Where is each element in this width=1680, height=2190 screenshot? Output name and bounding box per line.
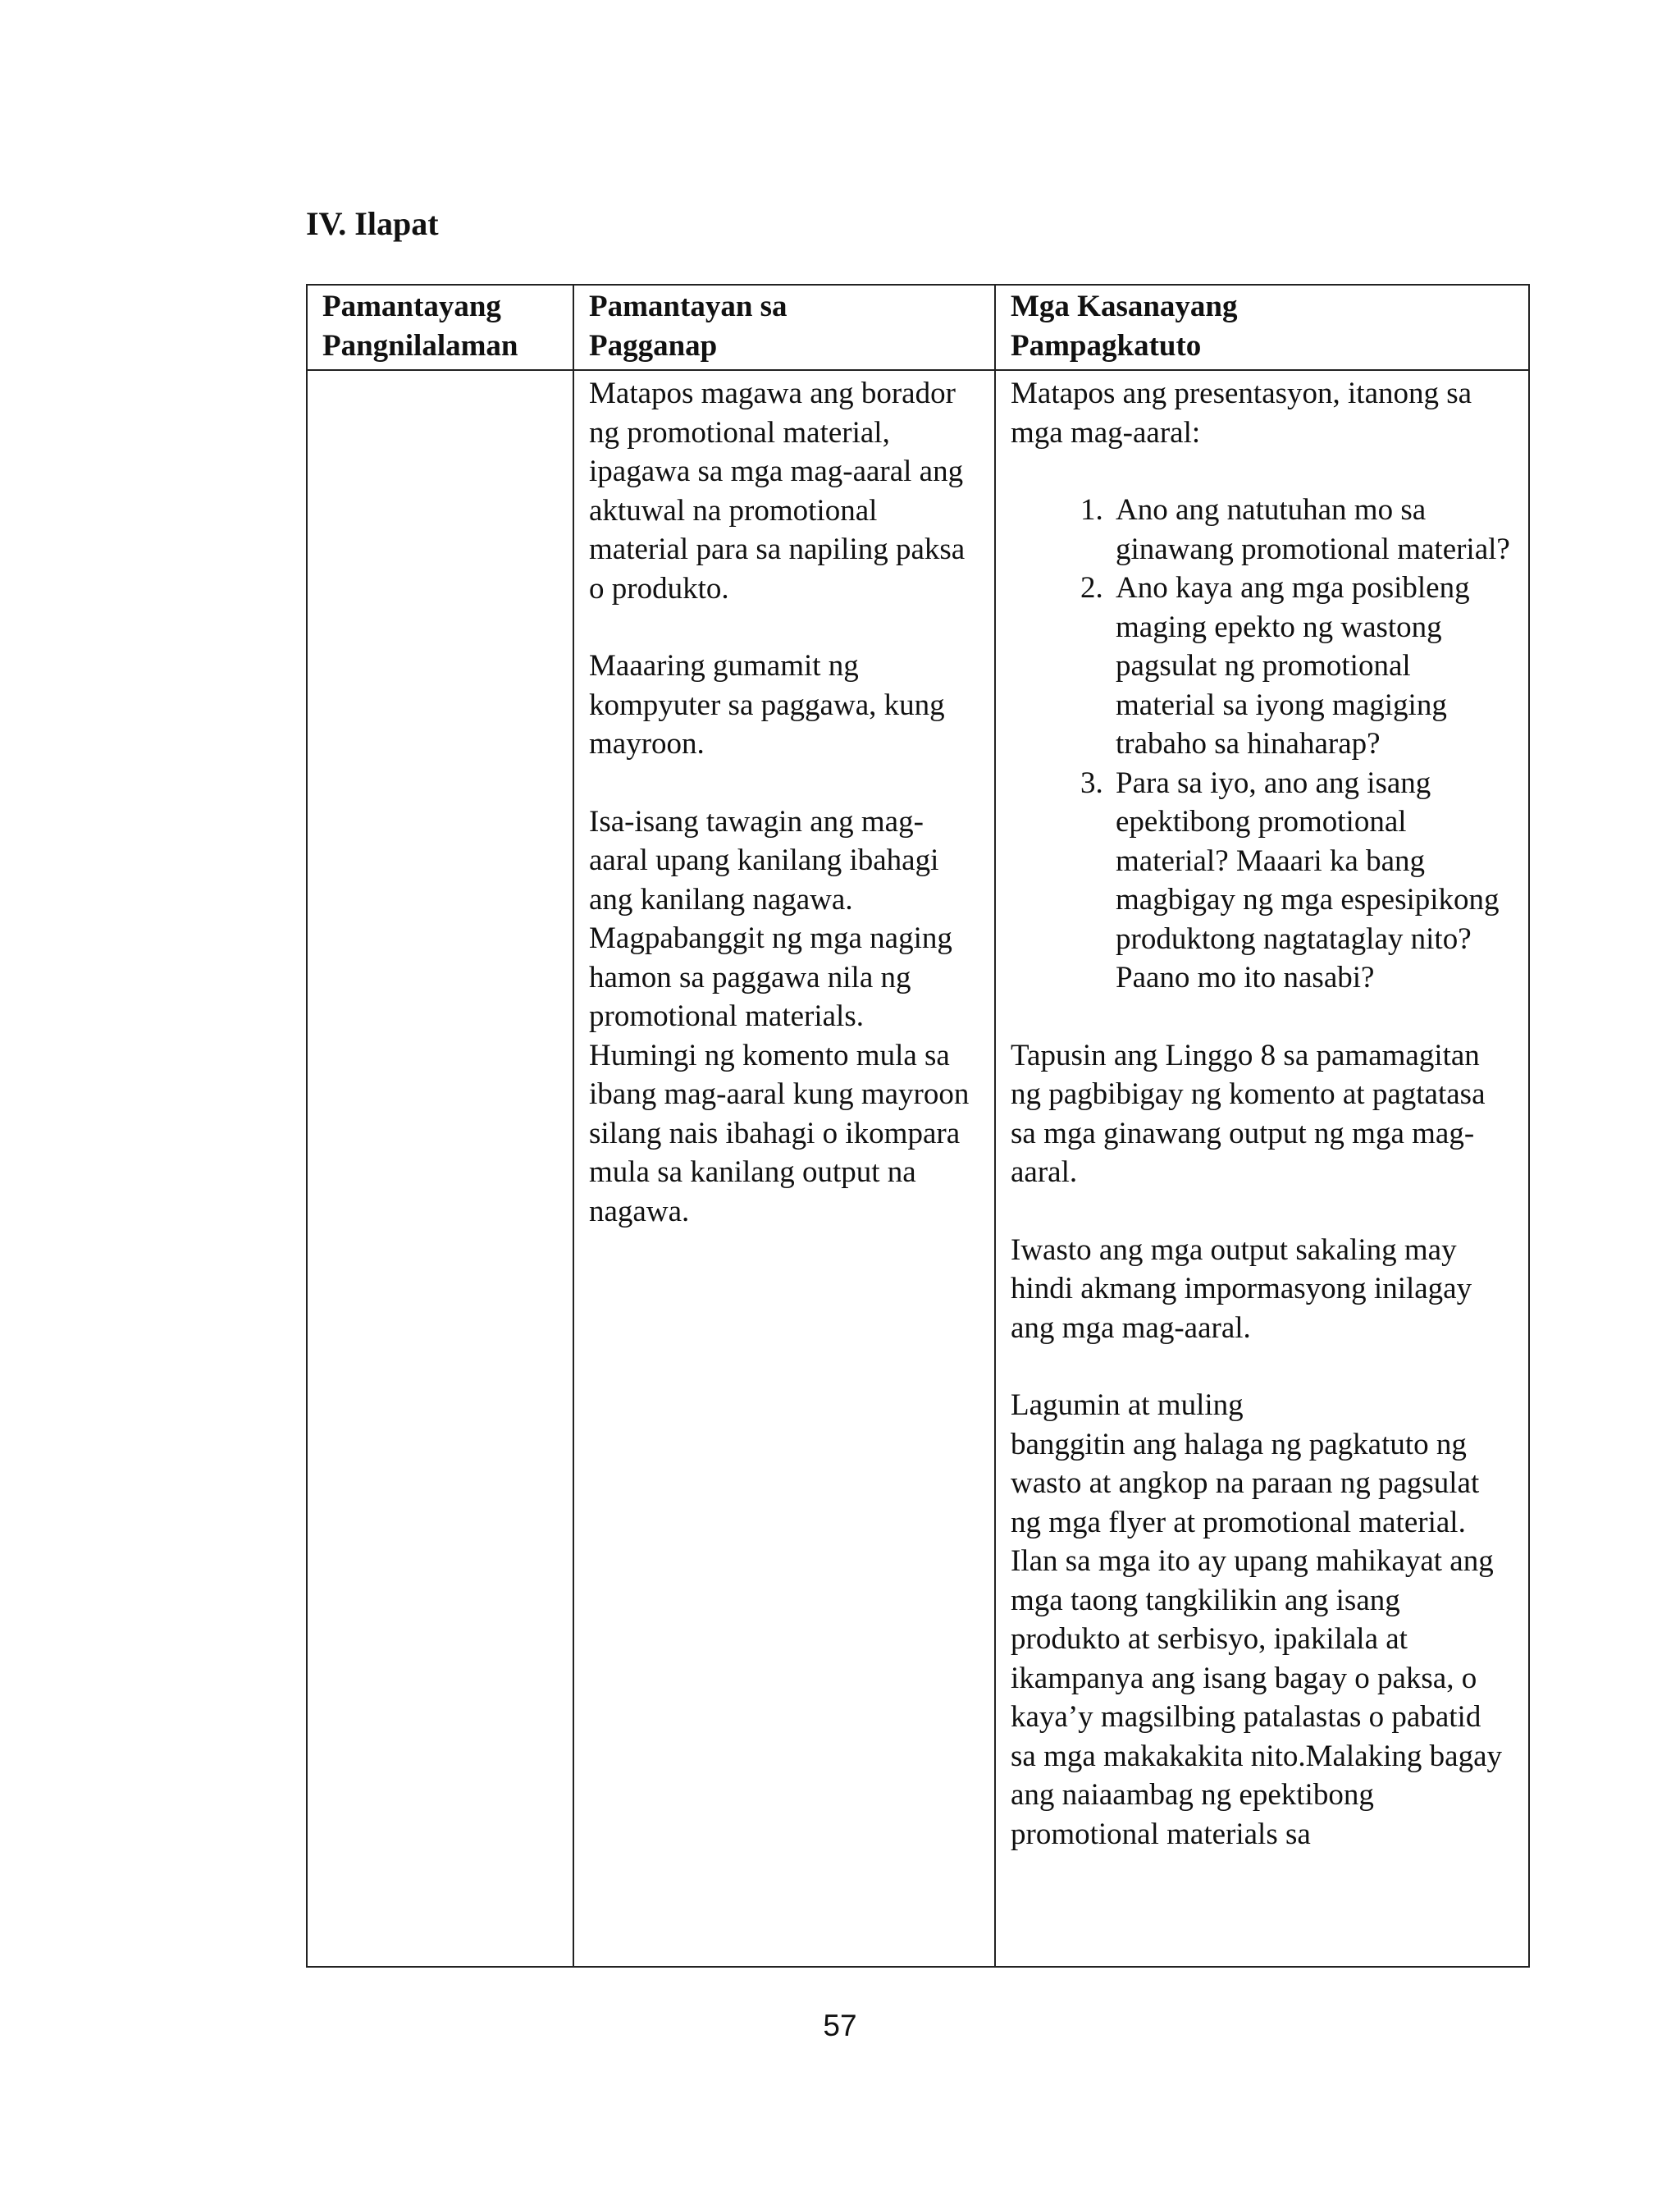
question-list	[1011, 491, 1513, 998]
question-item: 2. Ano kaya ang mga posibleng maging epekto ng wastong pagsulat ng promotional material sa iyong magiging trabaho sa hinaharap?	[1111, 569, 1513, 764]
header-line: Pampagkatuto	[1011, 328, 1202, 363]
question-item: 3. Para sa iyo, ano ang isang epektibong promotional material? Maaari ka bang magbigay ng mga espesipikong produktong nagtataglay nito? Paano mo ito nasabi?	[1111, 764, 1513, 998]
lesson-table	[306, 284, 1530, 1968]
closing-paragraph: Tapusin ang Linggo 8 sa pamamagitan ng pagbibigay ng komento at pagtatasa sa mga ginawang output ng mga mag-aaral.	[1011, 1038, 1486, 1189]
header-line: Mga Kasanayang	[1011, 290, 1238, 323]
instruction-paragraph: Isa-isang tawagin ang mag-aaral upang kanilang ibahagi ang kanilang nagawa.	[589, 804, 939, 917]
correction-paragraph: Iwasto ang mga output sakaling may hindi akmang impormasyong inilagay ang mga mag-aaral.	[1011, 1232, 1472, 1345]
summary-text: banggitin ang halaga ng pagkatuto ng wasto at angkop na paraan ng pagsulat ng mga flyer at promotional material. Ilan sa mga ito ay upang mahikayat ang mga taong tangkilikin ang isang produkto at serbisyo, ipakilala at ikampanya ang isang bagay o paksa, o kaya’y magsilbing patalastas o pabatid sa mga makakakita nito.Malaking bagay ang naiaambag ng epektibong promotional materials sa	[1011, 1427, 1503, 1851]
instruction-paragraph: Magpabanggit ng mga naging hamon sa paggawa nila ng promotional materials.	[589, 921, 952, 1033]
question-item: 1. Ano ang natutuhan mo sa ginawang promotional material?	[1111, 491, 1513, 569]
header-line: Pagganap	[589, 328, 718, 363]
header-line: Pangnilalaman	[322, 328, 518, 363]
cell-pamantayan-sa-pagganap	[573, 370, 995, 1967]
intro-paragraph: Matapos ang presentasyon, itanong sa mga mag-aaral:	[1011, 377, 1472, 450]
summary-lead: Lagumin at muling	[1011, 1388, 1244, 1422]
page-number: 57	[823, 2009, 857, 2042]
instruction-paragraph: Maaaring gumamit ng kompyuter sa paggawa, kung mayroon.	[589, 649, 945, 761]
section-title: IV. Ilapat	[306, 205, 439, 242]
summary-paragraph	[1011, 1386, 1513, 1854]
header-line: Pamantayang	[322, 290, 501, 323]
instruction-paragraph: Matapos magawa ang borador ng promotional material, ipagawa sa mga mag-aaral ang aktuwal na promotional material para sa napiling paksa o produkto.	[589, 377, 966, 606]
header-line: Pamantayan sa	[589, 290, 788, 323]
table-header-row	[307, 285, 1529, 370]
header-pamantayang-pangnilalaman	[307, 285, 573, 370]
cell-mga-kasanayang-pampagkatuto	[995, 370, 1529, 1967]
header-mga-kasanayang-pampagkatuto	[995, 285, 1529, 370]
cell-pamantayang-pangnilalaman	[307, 370, 573, 1967]
table-row	[307, 370, 1529, 1967]
header-pamantayan-sa-pagganap	[573, 285, 995, 370]
instruction-paragraph: Humingi ng komento mula sa ibang mag-aaral kung mayroon silang nais ibahagi o ikompara mula sa kanilang output na nagawa.	[589, 1038, 970, 1228]
